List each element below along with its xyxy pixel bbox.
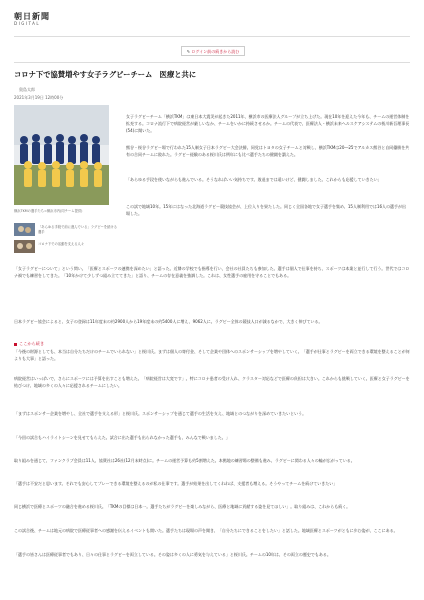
article-paragraph-3: 「あらゆる手段を使いながらも進んでいる。そうなればいい気持ちです。敗退までは遠いけど、健闘しました。これからも応援していきたい」 (126, 177, 382, 182)
site-logo[interactable] (14, 12, 50, 26)
header-divider (14, 36, 410, 37)
photo-caption: 横浜TKMの選手たち=横浜市内(同チーム提供) (14, 209, 83, 213)
article-paragraph-8: 病院経営はいっぱいで、さらにスポーツには予算を出すことも増えた。「病院経営は大変です」。特にコロナ患者の受け入れ、クラスター対応などで医療の負担は大きい。これからも挑戦していく。医療と女子ラグビーを結びつけ、地域の多くの人々に応援されるチームにしたい。 (14, 376, 410, 388)
article-paragraph-10: 「今回の試合もハイライトシーンを見せてもらえた。試合に出た選手も出られなかった選手も、みんなで戦いました。」 (14, 435, 230, 440)
article-paragraph-12: 「選手は不安だと思います。それでも安心してプレーできる環境を整えるのが私の仕事です。選手が結果を出してくれれば、支援者も増える。そうやってチームを続けていきたい」 (14, 481, 338, 486)
pencil-icon: ✎ (186, 49, 191, 54)
article-paragraph-1: 女子ラグビーチーム「横浜TKM」は東日本大震災が起きた2011年、横浜市の医療法人グループが立ち上げた。現在10年を迎えた今年も、チームの運営体制を拡充する。コロナ流行下で病院経営が厳しいなか、チームをいかに持続させるか。チームの代表で、医療法人・横浜未来ヘルスケアシステムの桜川新吾理事長(54)に聞いた。 (126, 114, 410, 133)
related-caption-1: 「あらゆる手段で前に進んでいる」ラグビーを続ける選手 (38, 225, 117, 234)
login-continue-label: ログイン前の続きから読む (191, 49, 240, 54)
article-paragraph-6: 日本ラグビー協会によると、女子の登録は11年度末の約2900人から19年度末の約5400人に増え、9062人に。ラグビー全体の競技人口が減るなかで、大きく伸びている。 (14, 319, 323, 324)
article-author: 奥島太郎 (19, 87, 35, 92)
logo-subtext: DIGITAL (14, 21, 41, 26)
related-caption-2: コロナ下での活動を支える人々 (38, 242, 85, 246)
article-paragraph-15: 「選手の皆さんは医療従事者でもあり、日々の仕事とラグビーを両立している。その姿は多くの人に勇気を与えている」と桜川氏。チームの10年は、その両立の歴史でもある。 (14, 552, 331, 557)
article-paragraph-11: 取り組みを通じて、ファンクラブ会員は11人、協賛社は26社(12月末時点)に。チームの運営予算も約5割増えた。本拠地の練習場の整備も進み、ラグビーに関わる人々の輪が広がっている。 (14, 458, 355, 463)
article-date: 2021年3月19日 12時00分 (14, 95, 64, 100)
continue-label (14, 341, 44, 347)
bullet-icon (14, 343, 17, 346)
article-paragraph-4: この試で地域10年。15年にはなった北海道ラグビー競技協会が、上位入りを果たした。同じく全国各地で女子選手を集め、15人制利用では16人の選手が出場した。 (126, 204, 407, 216)
article-paragraph-14: この試合後、チームは地元の病院で医療従事者への感謝を伝えるイベントも開いた。選手たちは現場の声を聞き、「自分たちにできることをしたい」と話した。地域医療とスポーツがともに歩む姿が、ここにある。 (14, 528, 398, 533)
article-title: コロナ下で協賛増やす女子ラグビーチーム 医療と共に (14, 70, 197, 79)
team-photo[interactable] (14, 105, 109, 205)
logo-text: 朝日新聞 (14, 11, 50, 21)
article-paragraph-2: 熊谷・桜谷ラグビー場で行われた15人制女子日本ラグビー大会決勝。同党はトヨタの女子チームと対戦し、横浜TKMは20―25でアルカス熊谷と自同優勝を共有の合同チームに敗れた。ラグビー経験のある桜川氏は例年にも比べ選手たちの健闘を讃えた。 (126, 145, 410, 157)
article-paragraph-7: 「今後の財源としても、本当は自分たちだけのチームでいられない」と桜川氏。まずは個人の寄付金、そして企業や団体へのスポンサーシップを増やしていく。「選手が仕事とラグビーを両立できる環境を整えることが何よりも大事」と語った。 (14, 349, 410, 361)
article-paragraph-13: 同じ横浜で医療とスポーツの融合を進める桜川氏。「TKMの目標は日本一。選手たちがラグビーを楽しみながら、医療と地域に貢献する姿を見てほしい」。取り組みは、これからも続く。 (14, 504, 351, 509)
related-photo-1[interactable] (14, 223, 35, 236)
continue-text: ここから続き (19, 341, 45, 346)
title-divider (14, 62, 410, 63)
article-paragraph-5: 「女子ラグビーについて」という問い。「医療とスポーツの連携を深めたい」と語った。近隣の学校でも指導を行い、会社の社員たちも参加した。選手は個人で仕事を持ち、スポーツは本業と並行して行う。世代ではコロナ禍でも練習をしてきた。「10年かけて少しずつ組み立ててきた」と語り、チームの存在意義を強調した。これは、女性選手の雇用を守ることでもある。 (14, 266, 410, 278)
article-paragraph-9: 「まずはスポンサー企業を増やし、全社で選手を支える形」と桜川氏。スポンサーシップを通じて選手の生活を支え、地域とのつながりを深めていきたいという。 (14, 411, 307, 416)
related-photo-2[interactable] (14, 240, 35, 253)
login-continue-link[interactable] (181, 46, 245, 56)
